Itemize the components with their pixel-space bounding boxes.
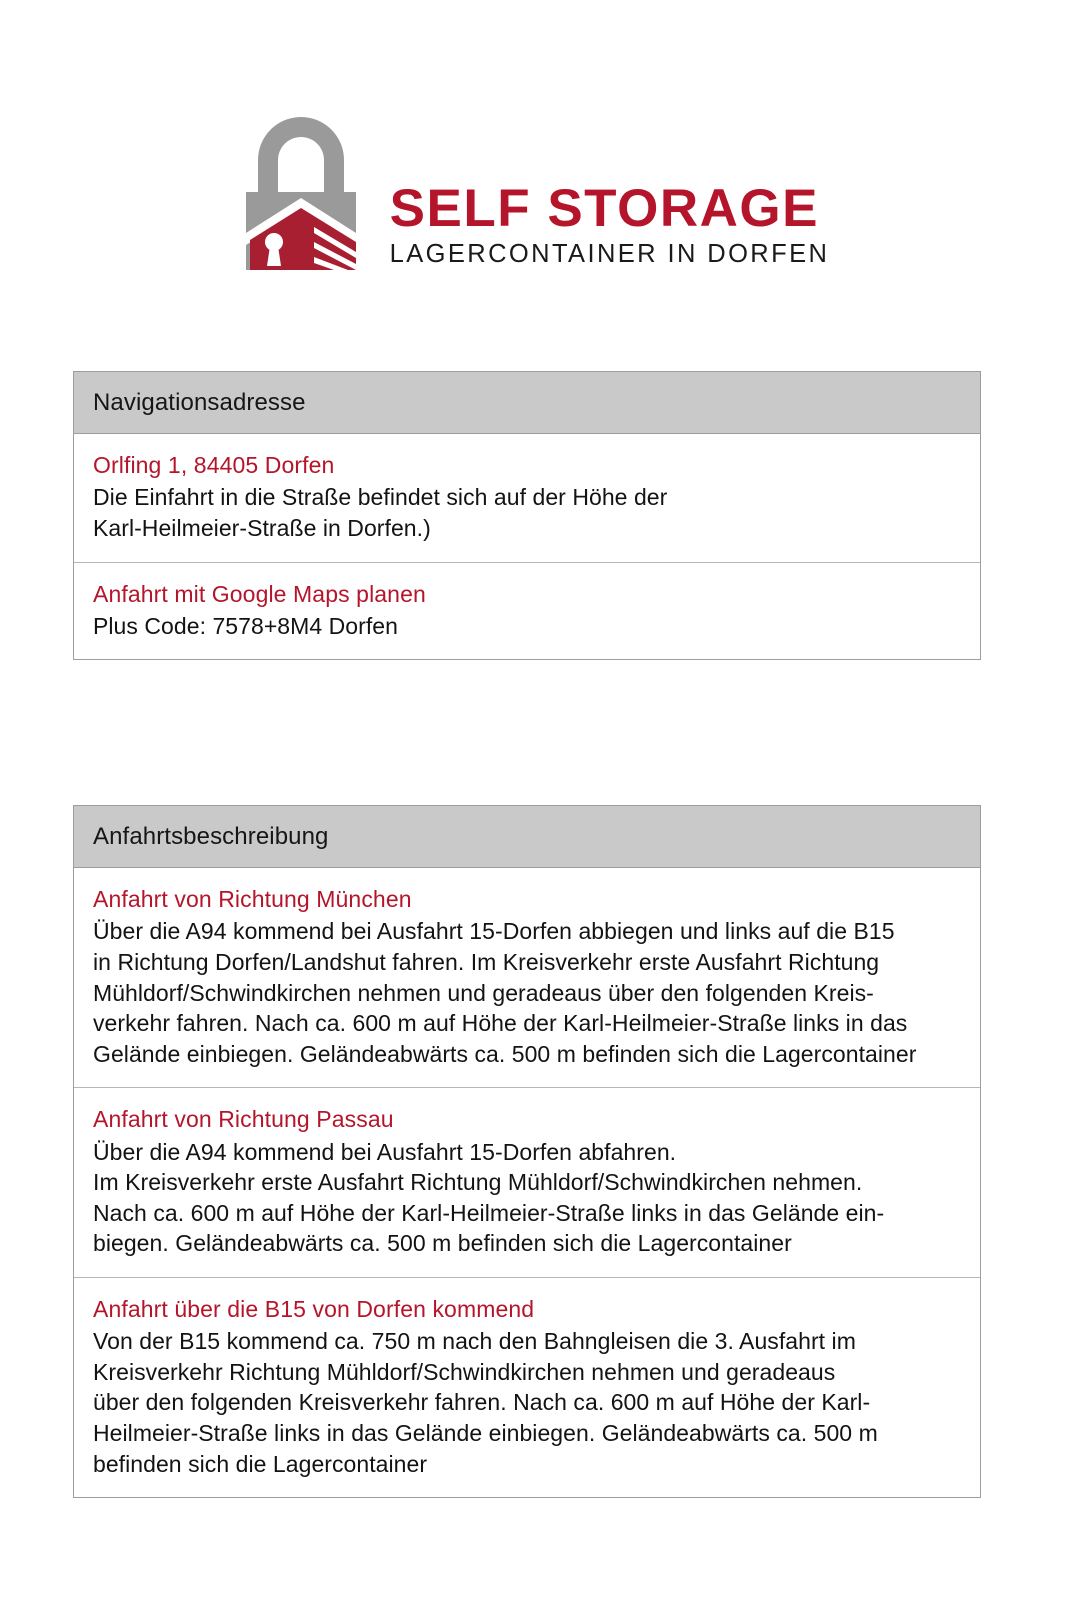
- address-title: Orlfing 1, 84405 Dorfen: [93, 452, 335, 478]
- brand-logo: [0, 112, 1067, 270]
- padlock-storage-icon: [238, 112, 364, 270]
- panel-header-label: Anfahrtsbeschreibung: [93, 822, 329, 850]
- route-title-muenchen: Anfahrt von Richtung München: [93, 886, 412, 912]
- route-row-muenchen: [74, 868, 980, 1088]
- logo-subtitle: LAGERCONTAINER IN DORFEN: [389, 239, 830, 268]
- plus-code-line: Plus Code: 7578+8M4 Dorfen: [93, 612, 398, 639]
- route-line: Kreisverkehr Richtung Mühldorf/Schwindkirchen nehmen und geradeaus: [93, 1358, 836, 1385]
- route-line: Von der B15 kommend ca. 750 m nach den Bahngleisen die 3. Ausfahrt im: [93, 1328, 856, 1355]
- panel-header-navigationsadresse: [74, 372, 980, 434]
- route-line: Heilmeier-Straße links in das Gelände einbiegen. Geländeabwärts ca. 500 m: [93, 1420, 878, 1447]
- logo-title: SELF STORAGE: [389, 178, 819, 238]
- route-line: in Richtung Dorfen/Landshut fahren. Im Kreisverkehr erste Ausfahrt Richtung: [93, 948, 880, 975]
- address-row: [74, 434, 980, 563]
- route-title-passau: Anfahrt von Richtung Passau: [93, 1106, 394, 1133]
- route-line: biegen. Geländeabwärts ca. 500 m befinden sich die Lagercontainer: [93, 1230, 792, 1257]
- route-row-b15: [74, 1278, 980, 1497]
- route-line: Im Kreisverkehr erste Ausfahrt Richtung Mühldorf/Schwindkirchen nehmen.: [93, 1169, 863, 1196]
- route-line: Mühldorf/Schwindkirchen nehmen und geradeaus über den folgenden Kreis-: [93, 979, 874, 1006]
- address-line: Die Einfahrt in die Straße befindet sich auf der Höhe der: [93, 484, 668, 511]
- address-line: Karl-Heilmeier-Straße in Dorfen.): [93, 514, 431, 541]
- route-body-muenchen: [93, 916, 961, 1069]
- route-line: über den folgenden Kreisverkehr fahren. Nach ca. 600 m auf Höhe der Karl-: [93, 1389, 871, 1416]
- route-line: verkehr fahren. Nach ca. 600 m auf Höhe der Karl-Heilmeier-Straße links in das: [93, 1010, 908, 1037]
- route-body-passau: [93, 1137, 961, 1259]
- route-line: Gelände einbiegen. Geländeabwärts ca. 500 m befinden sich die Lagercontainer: [93, 1040, 917, 1067]
- plus-code-body: [93, 611, 961, 642]
- route-row-passau: [74, 1088, 980, 1278]
- panel-header-label: Navigationsadresse: [93, 388, 306, 416]
- panel-header-anfahrtsbeschreibung: [74, 806, 980, 868]
- route-line: Nach ca. 600 m auf Höhe der Karl-Heilmeier-Straße links in das Gelände ein-: [93, 1199, 885, 1226]
- route-line: Über die A94 kommend bei Ausfahrt 15-Dorfen abbiegen und links auf die B15: [93, 918, 895, 945]
- route-line: Über die A94 kommend bei Ausfahrt 15-Dorfen abfahren.: [93, 1138, 677, 1165]
- route-title-b15: Anfahrt über die B15 von Dorfen kommend: [93, 1295, 535, 1322]
- panel-anfahrtsbeschreibung: [73, 805, 981, 1498]
- route-body-b15: [93, 1326, 961, 1479]
- panel-navigationsadresse: [73, 371, 981, 660]
- address-body: [93, 482, 961, 543]
- route-line: befinden sich die Lagercontainer: [93, 1450, 428, 1477]
- google-maps-row[interactable]: [74, 563, 980, 660]
- google-maps-link[interactable]: Anfahrt mit Google Maps planen: [93, 580, 426, 607]
